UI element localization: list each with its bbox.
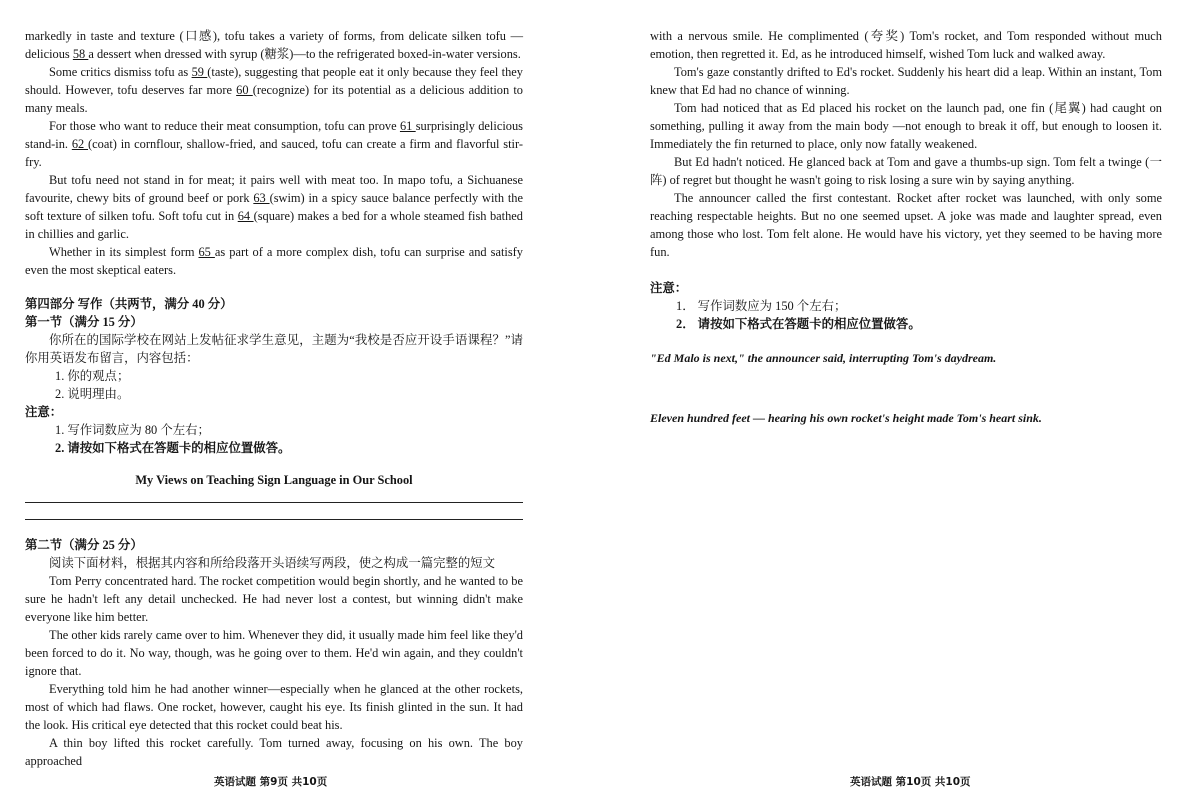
- passage-paragraph: But tofu need not stand in for meat; it pairs well with meat too. In mapo tofu, a Sichuanese favourite, chewy bits of ground beef or pork 63 (swim) in a spicy sauce balance perfectly with the soft texture of silken tofu. Soft tofu cut in 64 (square) makes a bed for a whole steamed fish bathed in chillies and garlic.: [25, 173, 523, 241]
- blank-62: 62: [71, 137, 89, 151]
- page-footer: 英语试题 第9页 共10页: [214, 776, 328, 788]
- note-item: 1. 写作词数应为 80 个左右；: [55, 423, 210, 437]
- paragraph1-opening: "Ed Malo is next," the announcer said, interrupting Tom's daydream.: [650, 351, 997, 365]
- answer-line: [25, 519, 523, 520]
- passage-paragraph: Whether in its simplest form 65 as part of a more complex dish, tofu can surprise and satisfy even the most skeptical eaters.: [25, 245, 523, 277]
- page-10-column: [650, 27, 1162, 427]
- blank-61: 61: [399, 119, 416, 133]
- page-footer: 英语试题 第10页 共10页: [850, 776, 971, 788]
- note-label: 注意：: [25, 405, 63, 419]
- story-paragraph: with a nervous smile. He complimented (夸奖) Tom's rocket, and Tom responded without much emotion, then regretted it. Ed, as he introduced himself, wished Tom luck and walked away.: [650, 29, 1162, 61]
- story-paragraph: The other kids rarely came over to him. Whenever they did, it usually made him feel like they'd been forced to do it. No way, though, was he going over to them. He'd win again, and they couldn't ignore that.: [25, 628, 523, 678]
- blank-59: 59: [191, 65, 208, 79]
- note-label: 注意：: [650, 281, 688, 295]
- exam-page-9: [0, 0, 594, 800]
- essay-title: My Views on Teaching Sign Language in Our School: [135, 473, 413, 487]
- passage-paragraph: Some critics dismiss tofu as 59 (taste), suggesting that people eat it only because they feel they should. However, tofu deserves far more 60 (recognize) for its potential as a delicious addition to many meals.: [25, 65, 524, 115]
- part4-heading: 第四部分 写作（共两节，满分 40 分）: [25, 297, 233, 311]
- passage-paragraph: markedly in taste and texture (口感), tofu takes a variety of forms, from delicate silken tofu — delicious 58 a dessert when dressed with syrup (糖浆)—to the refrigerated boxed-in-water versions.: [25, 29, 523, 61]
- story-paragraph: A thin boy lifted this rocket carefully. Tom turned away, focusing on his own. The boy approached: [25, 736, 523, 768]
- story-paragraph: Everything told him he had another winner—especially when he glanced at the other rockets, most of which had flaws. One rocket, however, caught his eye. Its finish glinted in the sun. It had the look. His critical eye detected that this rocket could beat his.: [25, 682, 523, 732]
- note-item: 2． 请按如下格式在答题卡的相应位置做答。: [676, 317, 921, 331]
- passage-paragraph: For those who want to reduce their meat consumption, tofu can prove 61 surprisingly delicious stand-in. 62 (coat) in cornflour, shallow-fried, and sauced, tofu can create a firm and flavorful stir-fry.: [25, 119, 523, 169]
- story-paragraph: But Ed hadn't noticed. He glanced back at Tom and gave a thumbs-up sign. Tom felt a twinge (一阵) of regret but thought he wasn't going to risk losing a sure win by saying anything.: [650, 155, 1162, 187]
- page-9-column: [25, 27, 523, 770]
- requirement-item: 2. 说明理由。: [55, 387, 130, 401]
- answer-line: [25, 502, 523, 503]
- blank-65: 65: [198, 245, 215, 259]
- story-paragraph: Tom's gaze constantly drifted to Ed's rocket. Suddenly his heart did a leap. Within an instant, Tom knew that Ed had no chance of winning.: [650, 65, 1162, 97]
- story-paragraph: Tom had noticed that as Ed placed his rocket on the launch pad, one fin (尾翼) had caught on something, pulling it away from the main body —not enough to break it off, but enough to loosen it. Immediately the fin returned to place, only now fatally weakened.: [650, 101, 1162, 151]
- blank-58: 58: [72, 47, 89, 61]
- section2-instruction: 阅读下面材料，根据其内容和所给段落开头语续写两段，使之构成一篇完整的短文: [49, 556, 496, 570]
- exam-page-10: [594, 0, 1189, 800]
- section1-heading: 第一节（满分 15 分）: [25, 315, 143, 329]
- note-item: 2. 请按如下格式在答题卡的相应位置做答。: [55, 441, 291, 455]
- section1-prompt: 你所在的国际学校在网站上发帖征求学生意见，主题为“我校是否应开设手语课程？”请你用英语发布留言，内容包括：: [25, 333, 523, 365]
- note-item: 1． 写作词数应为 150 个左右；: [676, 299, 847, 313]
- story-paragraph: The announcer called the first contestant. Rocket after rocket was launched, with only some reaching respectable heights. But no one seemed upset. A joke was made and laughter spread, even among those who lost. Tom felt alone. He would have his victory, yet they seemed to be having more fun.: [650, 191, 1162, 259]
- paragraph2-opening: Eleven hundred feet — hearing his own rocket's height made Tom's heart sink.: [650, 411, 1042, 425]
- requirement-item: 1. 你的观点；: [55, 369, 130, 383]
- blank-63: 63: [253, 191, 270, 205]
- section2-heading: 第二节（满分 25 分）: [25, 538, 143, 552]
- story-paragraph: Tom Perry concentrated hard. The rocket competition would begin shortly, and he wanted to be sure he hadn't left any detail unchecked. He had never lost a contest, but winning didn't make everyone like him better.: [25, 574, 523, 624]
- blank-60: 60: [236, 83, 253, 97]
- blank-64: 64: [237, 209, 254, 223]
